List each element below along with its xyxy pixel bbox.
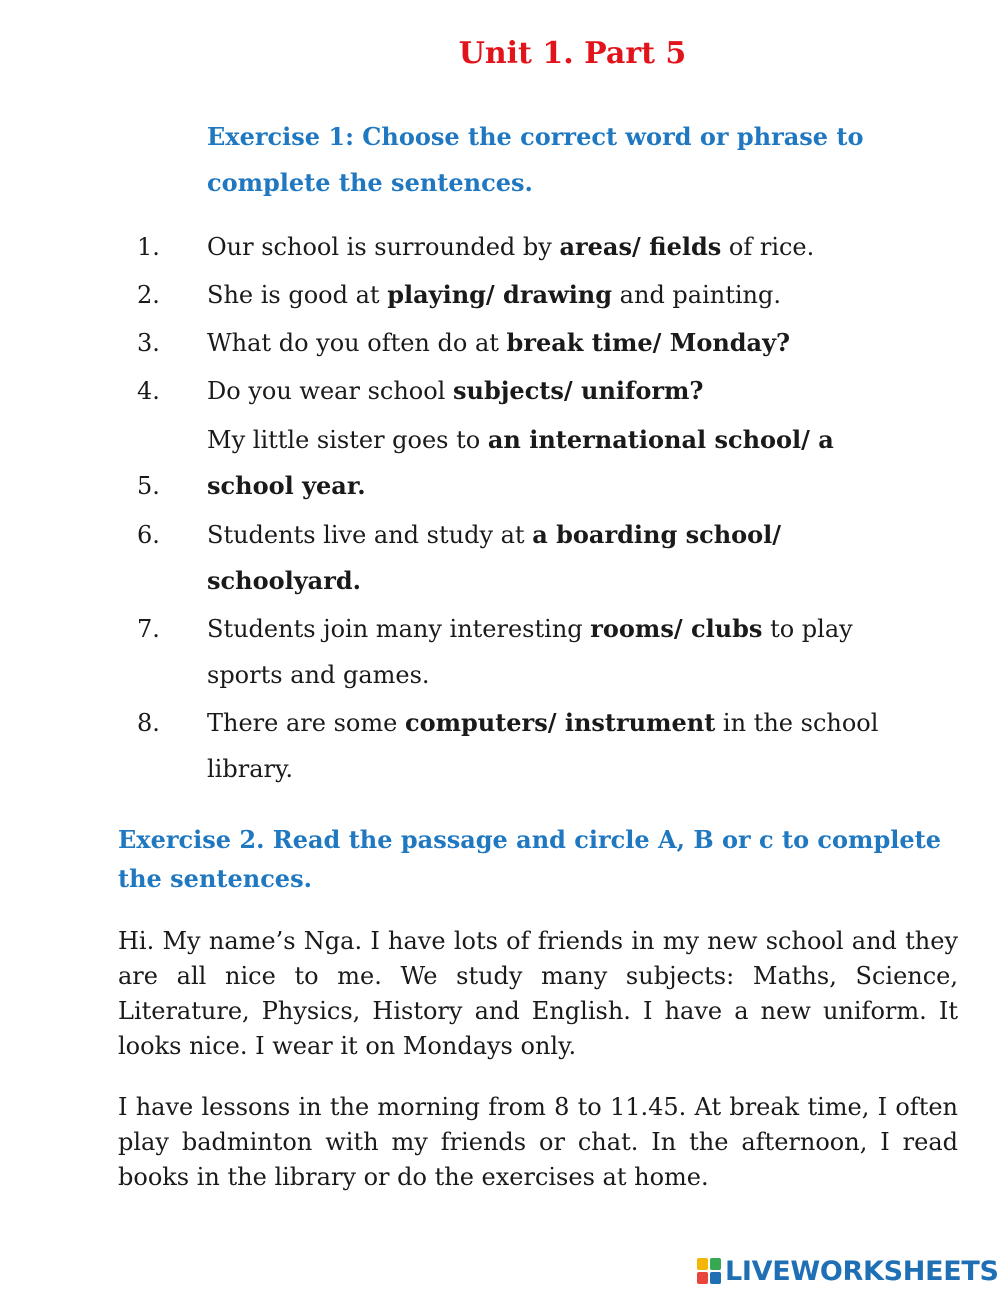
item-number: 4. — [137, 377, 160, 405]
choice-options[interactable]: break time/ Monday? — [506, 328, 791, 357]
liveworksheets-logo — [697, 1256, 999, 1286]
choice-options[interactable]: an international school/ a — [487, 425, 834, 454]
choice-options-continued[interactable]: school year. — [207, 471, 366, 500]
passage-paragraph-1: Hi. My name’s Nga. I have lots of friends in my new school and they are all nice to me. We study many subjects: Maths, Science, Literature, Physics, History and English. I have a new uniform. It looks nice. I wear it on Mondays only. — [118, 927, 958, 1060]
passage-paragraph-2: I have lessons in the morning from 8 to 11.45. At break time, I often play badminton with my friends or chat. In the afternoon, I read books in the library or do the exercises at home. — [118, 1093, 958, 1191]
liveworksheets-logo-icon — [697, 1258, 721, 1284]
choice-options-continued[interactable]: schoolyard. — [207, 566, 361, 595]
logo-text: LIVEWORKSHEETS — [725, 1255, 999, 1287]
exercise-2-heading: Exercise 2. Read the passage and circle A, B or c to complete the sentences. — [118, 825, 941, 893]
choice-options[interactable]: areas/ fields — [559, 232, 722, 261]
choice-options[interactable]: computers/ instrument — [404, 708, 716, 737]
choice-options[interactable]: playing/ drawing — [387, 280, 613, 309]
exercise-1-heading: Exercise 1: Choose the correct word or phrase to complete the sentences. — [207, 122, 864, 197]
item-number: 7. — [137, 615, 160, 643]
item-number: 1. — [137, 233, 160, 261]
page-title: Unit 1. Part 5 — [458, 36, 687, 71]
item-number: 5. — [137, 472, 160, 500]
item-number: 8. — [137, 709, 160, 737]
item-number: 6. — [137, 521, 160, 549]
choice-options[interactable]: a boarding school/ — [532, 520, 782, 549]
item-number: 3. — [137, 329, 160, 357]
item-number: 2. — [137, 281, 160, 309]
choice-options[interactable]: subjects/ uniform? — [453, 376, 704, 405]
choice-options[interactable]: rooms/ clubs — [590, 614, 763, 643]
